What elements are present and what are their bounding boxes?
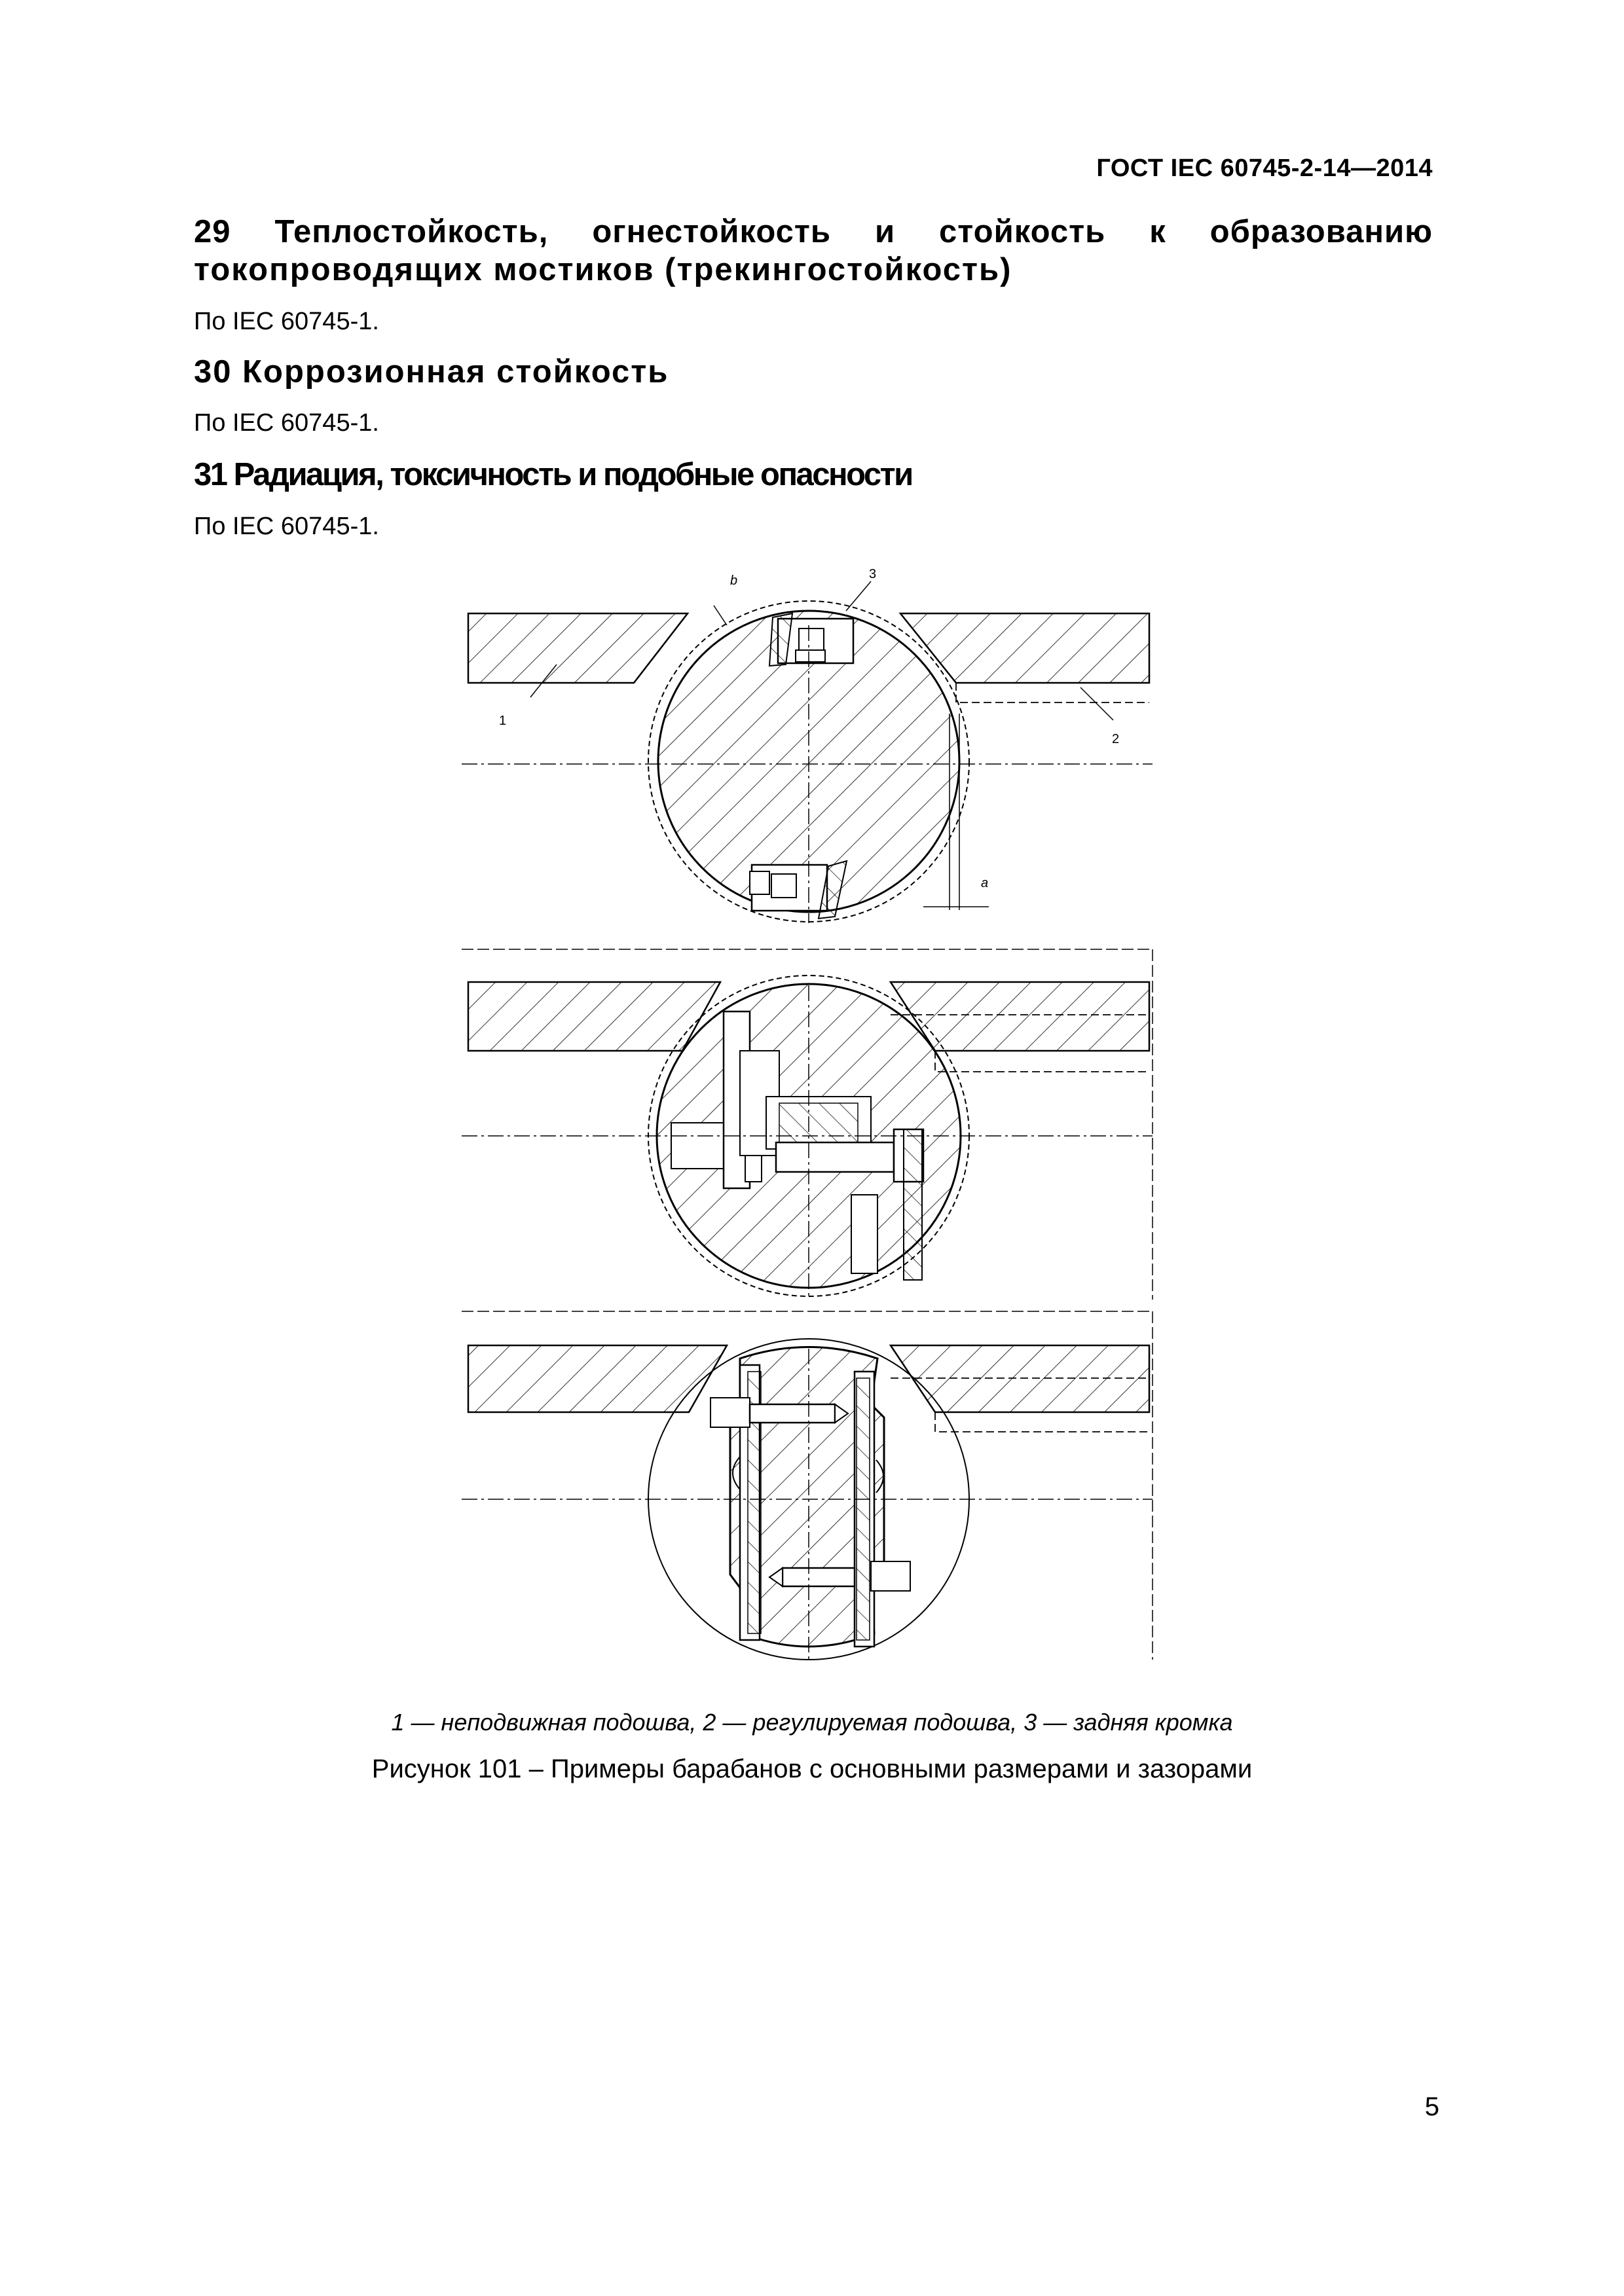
drum-drawing-3 (462, 1311, 1153, 1660)
section-31-heading: 31 Радиация, токсичность и подобные опасности (194, 457, 912, 492)
drum-drawing-1 (462, 567, 1153, 923)
section-30-body: По IEC 60745-1. (194, 409, 379, 437)
section-29-title-line2: токопроводящих мостиков (трекингостойкость) (194, 252, 1012, 287)
figure-legend: 1 — неподвижная подошва, 2 — регулируемая подошва, 3 — задняя кромка (391, 1709, 1233, 1736)
adjustable-sole-1 (900, 613, 1149, 683)
label-1: 1 (499, 714, 507, 728)
section-29-body: По IEC 60745-1. (194, 308, 379, 335)
section-30-heading: 30 Коррозионная стойкость (194, 354, 669, 390)
label-2: 2 (1112, 732, 1120, 746)
section-29-heading (194, 213, 1433, 289)
label-a: a (981, 876, 989, 890)
figure-caption: Рисунок 101 – Примеры барабанов с основными размерами и зазорами (371, 1755, 1253, 1783)
page-number: 5 (1424, 2092, 1439, 2121)
section-29-title-line1: Теплостойкость, огнестойкость и стойкость к образованию (274, 214, 1433, 249)
section-31-body: По IEC 60745-1. (194, 513, 379, 540)
section-29-number: 29 (194, 214, 231, 249)
document-code: ГОСТ IEC 60745-2-14—2014 (1096, 155, 1433, 182)
label-b: b (730, 574, 738, 588)
figure-101 (452, 553, 1179, 1679)
label-3: 3 (869, 567, 877, 581)
drum-drawing-2 (462, 949, 1153, 1300)
fixed-sole-1 (468, 613, 688, 683)
